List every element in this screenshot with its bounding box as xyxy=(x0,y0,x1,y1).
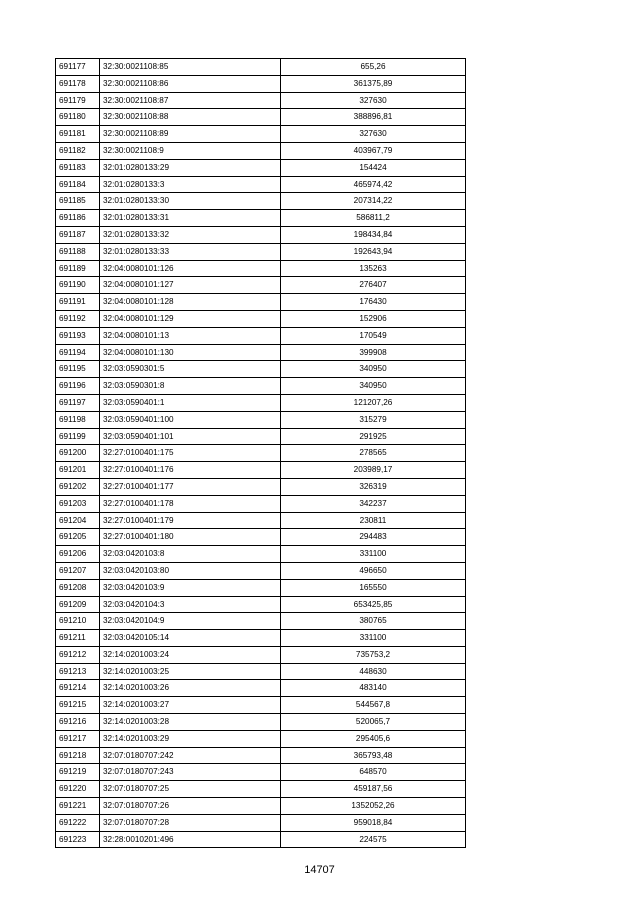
value-cell: 192643,94 xyxy=(281,243,466,260)
row-id-cell: 691208 xyxy=(56,579,100,596)
value-cell: 198434,84 xyxy=(281,226,466,243)
value-cell: 586811,2 xyxy=(281,210,466,227)
row-id-cell: 691206 xyxy=(56,546,100,563)
row-id-cell: 691181 xyxy=(56,126,100,143)
table-row xyxy=(56,92,466,109)
table-row xyxy=(56,546,466,563)
row-id-cell: 691219 xyxy=(56,764,100,781)
cadastral-number-cell: 32:07:0180707:242 xyxy=(100,747,281,764)
row-id-cell: 691204 xyxy=(56,512,100,529)
value-cell: 342237 xyxy=(281,495,466,512)
row-id-cell: 691190 xyxy=(56,277,100,294)
row-id-cell: 691184 xyxy=(56,176,100,193)
value-cell: 340950 xyxy=(281,361,466,378)
value-cell: 295405,6 xyxy=(281,730,466,747)
table-row xyxy=(56,378,466,395)
value-cell: 326319 xyxy=(281,478,466,495)
row-id-cell: 691197 xyxy=(56,394,100,411)
row-id-cell: 691200 xyxy=(56,445,100,462)
table-row xyxy=(56,294,466,311)
value-cell: 152906 xyxy=(281,310,466,327)
row-id-cell: 691217 xyxy=(56,730,100,747)
value-cell: 655,26 xyxy=(281,59,466,76)
value-cell: 170549 xyxy=(281,327,466,344)
row-id-cell: 691201 xyxy=(56,462,100,479)
row-id-cell: 691203 xyxy=(56,495,100,512)
cadastral-number-cell: 32:30:0021108:87 xyxy=(100,92,281,109)
table-row xyxy=(56,310,466,327)
value-cell: 403967,79 xyxy=(281,142,466,159)
table-row xyxy=(56,630,466,647)
table-row xyxy=(56,411,466,428)
row-id-cell: 691196 xyxy=(56,378,100,395)
table-row xyxy=(56,562,466,579)
value-cell: 203989,17 xyxy=(281,462,466,479)
table-row xyxy=(56,697,466,714)
row-id-cell: 691214 xyxy=(56,680,100,697)
table-row xyxy=(56,613,466,630)
row-id-cell: 691193 xyxy=(56,327,100,344)
row-id-cell: 691213 xyxy=(56,663,100,680)
value-cell: 544567,8 xyxy=(281,697,466,714)
row-id-cell: 691182 xyxy=(56,142,100,159)
cadastral-number-cell: 32:07:0180707:243 xyxy=(100,764,281,781)
row-id-cell: 691211 xyxy=(56,630,100,647)
table-row xyxy=(56,260,466,277)
value-cell: 399908 xyxy=(281,344,466,361)
row-id-cell: 691183 xyxy=(56,159,100,176)
row-id-cell: 691209 xyxy=(56,596,100,613)
value-cell: 276407 xyxy=(281,277,466,294)
cadastral-number-cell: 32:14:0201003:29 xyxy=(100,730,281,747)
cadastral-number-cell: 32:07:0180707:28 xyxy=(100,814,281,831)
cadastral-number-cell: 32:04:0080101:130 xyxy=(100,344,281,361)
value-cell: 380765 xyxy=(281,613,466,630)
cadastral-number-cell: 32:03:0420103:8 xyxy=(100,546,281,563)
cadastral-number-cell: 32:14:0201003:24 xyxy=(100,646,281,663)
cadastral-number-cell: 32:27:0100401:180 xyxy=(100,529,281,546)
cadastral-number-cell: 32:07:0180707:26 xyxy=(100,798,281,815)
cadastral-number-cell: 32:03:0420104:9 xyxy=(100,613,281,630)
value-cell: 520065,7 xyxy=(281,714,466,731)
table-row xyxy=(56,680,466,697)
row-id-cell: 691178 xyxy=(56,75,100,92)
cadastral-number-cell: 32:01:0280133:30 xyxy=(100,193,281,210)
cadastral-number-cell: 32:14:0201003:25 xyxy=(100,663,281,680)
cadastral-number-cell: 32:04:0080101:126 xyxy=(100,260,281,277)
table-row xyxy=(56,428,466,445)
cadastral-number-cell: 32:27:0100401:179 xyxy=(100,512,281,529)
cadastral-number-cell: 32:04:0080101:128 xyxy=(100,294,281,311)
table-row xyxy=(56,781,466,798)
row-id-cell: 691187 xyxy=(56,226,100,243)
data-table-container xyxy=(55,58,466,848)
value-cell: 230811 xyxy=(281,512,466,529)
value-cell: 365793,48 xyxy=(281,747,466,764)
table-row xyxy=(56,193,466,210)
page-number: 14707 xyxy=(304,864,335,876)
table-row xyxy=(56,730,466,747)
row-id-cell: 691180 xyxy=(56,109,100,126)
value-cell: 648570 xyxy=(281,764,466,781)
value-cell: 448630 xyxy=(281,663,466,680)
value-cell: 331100 xyxy=(281,630,466,647)
table-row xyxy=(56,579,466,596)
cadastral-number-cell: 32:03:0420104:3 xyxy=(100,596,281,613)
cadastral-number-cell: 32:30:0021108:89 xyxy=(100,126,281,143)
row-id-cell: 691191 xyxy=(56,294,100,311)
cadastral-number-cell: 32:07:0180707:25 xyxy=(100,781,281,798)
row-id-cell: 691221 xyxy=(56,798,100,815)
value-cell: 331100 xyxy=(281,546,466,563)
cadastral-number-cell: 32:01:0280133:31 xyxy=(100,210,281,227)
row-id-cell: 691188 xyxy=(56,243,100,260)
table-row xyxy=(56,445,466,462)
row-id-cell: 691185 xyxy=(56,193,100,210)
value-cell: 291925 xyxy=(281,428,466,445)
table-row xyxy=(56,394,466,411)
table-row xyxy=(56,226,466,243)
value-cell: 388896,81 xyxy=(281,109,466,126)
cadastral-number-cell: 32:14:0201003:26 xyxy=(100,680,281,697)
row-id-cell: 691199 xyxy=(56,428,100,445)
value-cell: 278565 xyxy=(281,445,466,462)
cadastral-number-cell: 32:03:0590401:1 xyxy=(100,394,281,411)
table-row xyxy=(56,714,466,731)
cadastral-number-cell: 32:30:0021108:9 xyxy=(100,142,281,159)
cadastral-number-cell: 32:01:0280133:32 xyxy=(100,226,281,243)
table-row xyxy=(56,344,466,361)
table-row xyxy=(56,109,466,126)
cadastral-number-cell: 32:14:0201003:28 xyxy=(100,714,281,731)
row-id-cell: 691218 xyxy=(56,747,100,764)
row-id-cell: 691210 xyxy=(56,613,100,630)
row-id-cell: 691177 xyxy=(56,59,100,76)
value-cell: 327630 xyxy=(281,126,466,143)
table-row xyxy=(56,646,466,663)
value-cell: 340950 xyxy=(281,378,466,395)
table-row xyxy=(56,462,466,479)
cadastral-number-cell: 32:27:0100401:176 xyxy=(100,462,281,479)
value-cell: 176430 xyxy=(281,294,466,311)
cadastral-number-cell: 32:04:0080101:13 xyxy=(100,327,281,344)
table-row xyxy=(56,529,466,546)
value-cell: 165550 xyxy=(281,579,466,596)
table-row xyxy=(56,126,466,143)
row-id-cell: 691216 xyxy=(56,714,100,731)
cadastral-number-cell: 32:04:0080101:129 xyxy=(100,310,281,327)
cadastral-number-cell: 32:01:0280133:3 xyxy=(100,176,281,193)
value-cell: 224575 xyxy=(281,831,466,848)
row-id-cell: 691198 xyxy=(56,411,100,428)
cadastral-number-cell: 32:27:0100401:178 xyxy=(100,495,281,512)
table-row xyxy=(56,814,466,831)
cadastral-number-cell: 32:03:0420105:14 xyxy=(100,630,281,647)
cadastral-number-cell: 32:30:0021108:86 xyxy=(100,75,281,92)
table-row xyxy=(56,512,466,529)
table-body xyxy=(56,59,466,848)
cadastral-number-cell: 32:14:0201003:27 xyxy=(100,697,281,714)
cadastral-number-cell: 32:01:0280133:29 xyxy=(100,159,281,176)
table-row xyxy=(56,142,466,159)
row-id-cell: 691186 xyxy=(56,210,100,227)
row-id-cell: 691215 xyxy=(56,697,100,714)
row-id-cell: 691223 xyxy=(56,831,100,848)
cadastral-number-cell: 32:03:0420103:80 xyxy=(100,562,281,579)
row-id-cell: 691205 xyxy=(56,529,100,546)
cadastral-number-cell: 32:01:0280133:33 xyxy=(100,243,281,260)
value-cell: 483140 xyxy=(281,680,466,697)
table-row xyxy=(56,596,466,613)
row-id-cell: 691207 xyxy=(56,562,100,579)
table-row xyxy=(56,75,466,92)
table-row xyxy=(56,747,466,764)
value-cell: 361375,89 xyxy=(281,75,466,92)
table-row xyxy=(56,327,466,344)
table-row xyxy=(56,798,466,815)
value-cell: 465974,42 xyxy=(281,176,466,193)
table-row xyxy=(56,159,466,176)
cadastral-number-cell: 32:27:0100401:175 xyxy=(100,445,281,462)
value-cell: 121207,26 xyxy=(281,394,466,411)
value-cell: 959018,84 xyxy=(281,814,466,831)
value-cell: 327630 xyxy=(281,92,466,109)
cadastral-number-cell: 32:03:0590401:101 xyxy=(100,428,281,445)
table-row xyxy=(56,59,466,76)
row-id-cell: 691179 xyxy=(56,92,100,109)
row-id-cell: 691202 xyxy=(56,478,100,495)
value-cell: 135263 xyxy=(281,260,466,277)
value-cell: 154424 xyxy=(281,159,466,176)
table-row xyxy=(56,663,466,680)
cadastral-number-cell: 32:27:0100401:177 xyxy=(100,478,281,495)
table-row xyxy=(56,243,466,260)
value-cell: 1352052,26 xyxy=(281,798,466,815)
cadastral-number-cell: 32:28:0010201:496 xyxy=(100,831,281,848)
row-id-cell: 691192 xyxy=(56,310,100,327)
table-row xyxy=(56,495,466,512)
table-row xyxy=(56,831,466,848)
row-id-cell: 691189 xyxy=(56,260,100,277)
row-id-cell: 691222 xyxy=(56,814,100,831)
table-row xyxy=(56,176,466,193)
row-id-cell: 691212 xyxy=(56,646,100,663)
value-cell: 653425,85 xyxy=(281,596,466,613)
table-row xyxy=(56,478,466,495)
cadastral-number-cell: 32:30:0021108:85 xyxy=(100,59,281,76)
value-cell: 207314,22 xyxy=(281,193,466,210)
row-id-cell: 691220 xyxy=(56,781,100,798)
value-cell: 496650 xyxy=(281,562,466,579)
table-row xyxy=(56,277,466,294)
table-row xyxy=(56,361,466,378)
cadastral-number-cell: 32:30:0021108:88 xyxy=(100,109,281,126)
row-id-cell: 691194 xyxy=(56,344,100,361)
value-cell: 294483 xyxy=(281,529,466,546)
cadastral-number-cell: 32:03:0590401:100 xyxy=(100,411,281,428)
value-cell: 459187,56 xyxy=(281,781,466,798)
value-cell: 735753,2 xyxy=(281,646,466,663)
cadastral-number-cell: 32:04:0080101:127 xyxy=(100,277,281,294)
cadastral-number-cell: 32:03:0420103:9 xyxy=(100,579,281,596)
row-id-cell: 691195 xyxy=(56,361,100,378)
cadastral-number-cell: 32:03:0590301:8 xyxy=(100,378,281,395)
data-table xyxy=(55,58,466,848)
table-row xyxy=(56,764,466,781)
value-cell: 315279 xyxy=(281,411,466,428)
cadastral-number-cell: 32:03:0590301:5 xyxy=(100,361,281,378)
table-row xyxy=(56,210,466,227)
